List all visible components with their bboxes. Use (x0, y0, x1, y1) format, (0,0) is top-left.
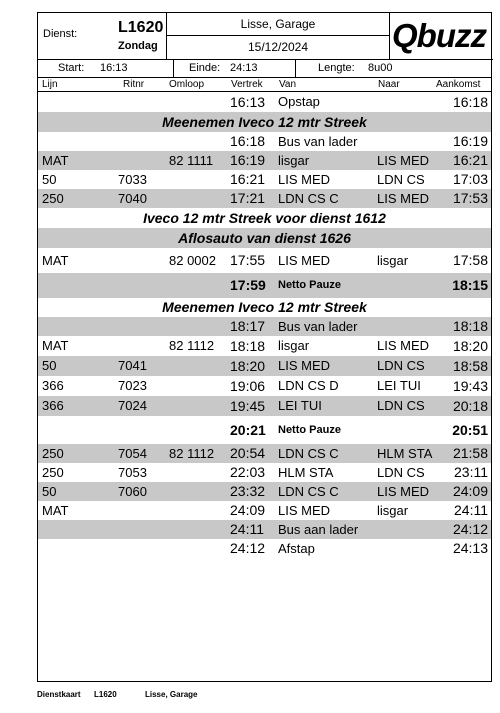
col-omloop: Omloop (169, 79, 205, 90)
cell-van: Bus aan lader (278, 522, 359, 537)
cell-lijn: 50 (42, 358, 57, 373)
pause-start: 20:21 (230, 422, 266, 438)
table-row (38, 396, 491, 416)
cell-vertrek: 24:11 (230, 521, 264, 537)
cell-lijn: 50 (42, 172, 57, 187)
cell-aankomst: 18:58 (452, 358, 488, 374)
pause-start: 17:59 (230, 277, 266, 293)
cell-naar: LDN CS (377, 398, 425, 413)
cell-aankomst: 24:09 (452, 483, 488, 499)
table-row (38, 189, 491, 208)
table-row (38, 132, 491, 151)
pause-label: Netto Pauze (278, 279, 341, 291)
table-row (38, 248, 491, 273)
service-card (37, 12, 492, 682)
cell-van: LIS MED (278, 172, 331, 187)
cell-omloop: 82 0002 (169, 253, 216, 268)
cell-ritnr: 7041 (118, 358, 147, 373)
column-header (38, 78, 491, 92)
cell-naar: LDN CS (377, 358, 425, 373)
table-row (38, 463, 491, 482)
col-ritnr: Ritnr (123, 79, 145, 90)
cell-vertrek: 17:55 (230, 252, 266, 268)
cell-vertrek: 18:18 (230, 338, 266, 354)
cell-van: Afstap (278, 541, 315, 556)
cell-ritnr: 7053 (118, 465, 147, 480)
dienst-label: Dienst: (43, 28, 78, 40)
cell-van: lisgar (278, 153, 310, 168)
lengte-value: 8u00 (368, 62, 393, 74)
cell-naar: LIS MED (377, 484, 430, 499)
cell-aankomst: 16:19 (452, 133, 488, 149)
cell-naar: lisgar (377, 253, 409, 268)
cell-van: LIS MED (278, 503, 331, 518)
cell-vertrek: 19:45 (230, 398, 266, 414)
cell-vertrek: 16:21 (230, 171, 266, 187)
cell-aankomst: 21:58 (452, 445, 488, 461)
cell-aankomst: 17:58 (452, 252, 488, 268)
cell-lijn: 366 (42, 398, 64, 413)
cell-van: HLM STA (278, 465, 334, 480)
cell-ritnr: 7023 (118, 378, 147, 393)
table-row (38, 336, 491, 356)
table-row (38, 376, 491, 396)
col-aankomst: Aankomst (436, 79, 481, 90)
cell-aankomst: 18:20 (452, 338, 488, 354)
cell-naar: LDN CS (377, 172, 425, 187)
start-label: Start: (58, 62, 85, 74)
cell-lijn: MAT (42, 253, 69, 268)
cell-van: LIS MED (278, 253, 331, 268)
location: Lisse, Garage (167, 13, 389, 36)
cell-ritnr: 7024 (118, 398, 147, 413)
cell-aankomst: 16:18 (452, 94, 488, 110)
footer-dienst: L1620 (94, 690, 117, 699)
table-row (38, 501, 491, 520)
cell-van: LDN CS D (278, 378, 339, 393)
cell-van: LDN CS C (278, 191, 339, 206)
divider (295, 60, 296, 77)
table-row (38, 317, 491, 336)
cell-omloop: 82 1112 (169, 446, 215, 461)
cell-lijn: 366 (42, 378, 64, 393)
cell-omloop: 82 1111 (169, 153, 214, 168)
cell-lijn: MAT (42, 153, 69, 168)
cell-lijn: 250 (42, 465, 64, 480)
cell-van: LDN CS C (278, 446, 339, 461)
cell-aankomst: 24:13 (452, 540, 488, 556)
cell-van: Bus van lader (278, 319, 358, 334)
day-label: Zondag (118, 40, 158, 52)
table-row (38, 444, 491, 463)
cell-aankomst: 24:12 (452, 521, 488, 537)
cell-vertrek: 19:06 (230, 378, 266, 394)
table-row (38, 539, 491, 558)
section-title: Aflosauto van dienst 1626 (38, 228, 491, 248)
cell-lijn: 50 (42, 484, 57, 499)
cell-ritnr: 7060 (118, 484, 147, 499)
cell-vertrek: 18:20 (230, 358, 266, 374)
cell-naar: HLM STA (377, 446, 433, 461)
pause-end: 20:51 (452, 422, 488, 438)
cell-aankomst: 24:11 (454, 502, 488, 518)
einde-time: 24:13 (230, 62, 258, 74)
cell-aankomst: 19:43 (452, 378, 488, 394)
cell-vertrek: 24:09 (230, 502, 266, 518)
times-bar (38, 60, 491, 78)
table-row (38, 151, 491, 170)
cell-aankomst: 20:18 (452, 398, 488, 414)
cell-naar: LIS MED (377, 191, 430, 206)
cell-aankomst: 23:11 (454, 464, 488, 480)
cell-van: LIS MED (278, 358, 331, 373)
cell-omloop: 82 1112 (169, 338, 215, 353)
cell-ritnr: 7033 (118, 172, 147, 187)
cell-van: LEI TUI (278, 398, 322, 413)
footer-card: Dienstkaart (37, 690, 81, 699)
cell-vertrek: 16:13 (230, 94, 266, 110)
cell-van: lisgar (278, 338, 310, 353)
pause-label: Netto Pauze (278, 424, 341, 436)
dienst-box (38, 13, 167, 60)
cell-naar: LIS MED (377, 153, 430, 168)
cell-lijn: MAT (42, 503, 69, 518)
section-title: Meenemen Iveco 12 mtr Streek (38, 112, 491, 132)
table-row (38, 92, 491, 112)
cell-naar: LDN CS (377, 465, 425, 480)
lengte-label: Lengte: (318, 62, 355, 74)
col-naar: Naar (378, 79, 400, 90)
col-van: Van (279, 79, 297, 90)
cell-vertrek: 23:32 (230, 483, 266, 499)
cell-van: Opstap (278, 94, 320, 109)
cell-aankomst: 17:53 (452, 190, 488, 206)
cell-lijn: 250 (42, 446, 64, 461)
section-title: Iveco 12 mtr Streek voor dienst 1612 (143, 210, 386, 226)
cell-aankomst: 16:21 (452, 152, 488, 168)
cell-lijn: 250 (42, 191, 64, 206)
cell-naar: lisgar (377, 503, 409, 518)
footer-location: Lisse, Garage (145, 690, 198, 699)
table-row (38, 482, 491, 501)
table-row (38, 520, 491, 539)
location-date-box (167, 13, 389, 60)
date: 15/12/2024 (247, 40, 309, 54)
cell-ritnr: 7054 (118, 446, 147, 461)
col-lijn: Lijn (42, 79, 58, 90)
cell-van: Bus van lader (278, 134, 358, 149)
cell-aankomst: 17:03 (452, 171, 488, 187)
pause-row (38, 273, 491, 298)
cell-vertrek: 24:12 (230, 540, 266, 556)
cell-van: LDN CS C (278, 484, 339, 499)
dienst-number: L1620 (118, 19, 164, 36)
cell-naar: LIS MED (377, 338, 430, 353)
logo-box (389, 13, 493, 60)
table-row (38, 170, 491, 189)
section-title: Meenemen Iveco 12 mtr Streek (162, 299, 367, 315)
cell-vertrek: 20:54 (230, 445, 266, 461)
pause-row (38, 416, 491, 444)
table-row (38, 356, 491, 376)
cell-vertrek: 18:17 (230, 318, 266, 334)
cell-aankomst: 18:18 (452, 318, 488, 334)
cell-lijn: MAT (42, 338, 69, 353)
cell-vertrek: 16:19 (230, 152, 266, 168)
einde-label: Einde: (189, 62, 221, 74)
qbuzz-logo: Qbuzz (392, 17, 486, 54)
schedule-table (38, 92, 491, 558)
cell-vertrek: 22:03 (230, 464, 266, 480)
start-time: 16:13 (100, 62, 128, 74)
col-vertrek: Vertrek (231, 79, 263, 90)
cell-naar: LEI TUI (377, 378, 421, 393)
cell-vertrek: 16:18 (230, 133, 266, 149)
divider (173, 60, 174, 77)
pause-end: 18:15 (452, 277, 488, 293)
cell-vertrek: 17:21 (230, 190, 266, 206)
cell-ritnr: 7040 (118, 191, 147, 206)
